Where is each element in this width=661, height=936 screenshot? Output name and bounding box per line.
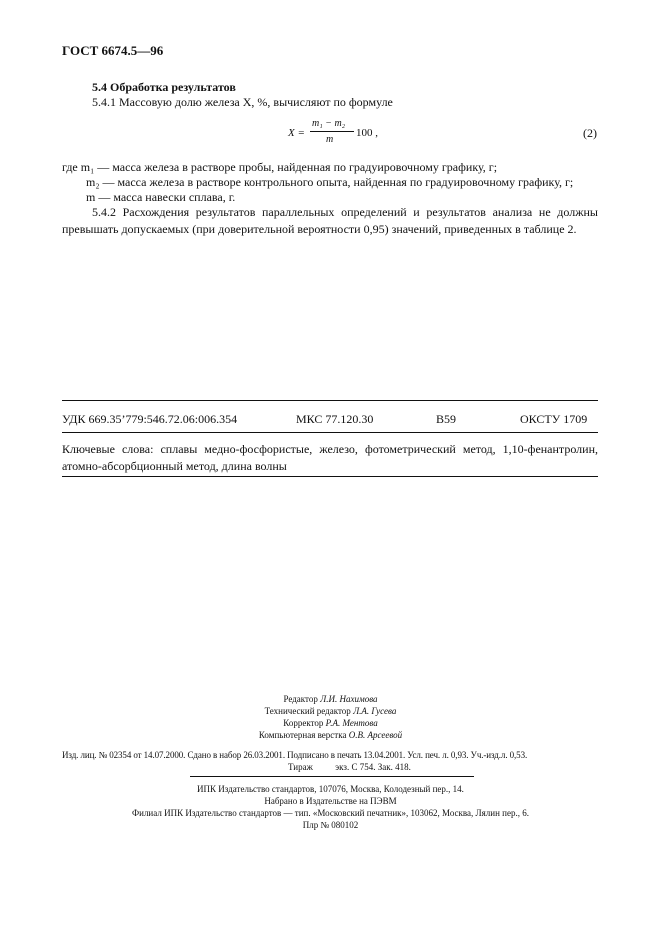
mks-code: МКС 77.120.30: [296, 412, 374, 426]
credit-proofreader: Корректор Р.А. Ментова: [283, 718, 378, 728]
credit-editor: Редактор Л.И. Нахимова: [283, 694, 378, 704]
paragraph-5-4-1: 5.4.1 Массовую долю железа X, %, вычисляют по формуле: [92, 95, 393, 109]
keywords: Ключевые слова: сплавы медно-фосфористые, железо, фотометрический метод, 1,10-фенантролин, атомно-абсорбционный метод, длина волны: [62, 442, 598, 473]
publisher-line-1: ИПК Издательство стандартов, 107076, Москва, Колодезный пер., 14.: [197, 784, 464, 794]
imprint-line-1: Изд. лиц. № 02354 от 14.07.2000. Сдано в набор 26.03.2001. Подписано в печать 13.04.2001. Усл. печ. л. 0,93. Уч.-изд.л. 0,53.: [62, 750, 528, 760]
publisher-line-3: Филиал ИПК Издательство стандартов — тип. «Московский печатник», 103062, Москва, Лялин пер., 6.: [132, 808, 529, 818]
formula: [288, 118, 398, 150]
formula-tail: 100 ,: [356, 127, 378, 139]
divider-top: [62, 400, 598, 401]
credit-layout: Компьютерная верстка О.В. Арсеевой: [258, 730, 403, 740]
paragraph-5-4-2: 5.4.2 Расхождения результатов параллельных определений и результатов анализа не должны превышать допускаемых (при доверительной вероятности 0,95) значений, приведенных в таблице 2.: [62, 205, 598, 236]
equation-number: (2): [583, 126, 597, 140]
udk-code: УДК 669.35’779:546.72.06:006.354: [62, 412, 238, 426]
divider-imprint: [190, 776, 474, 777]
formula-numerator: m₁ − m₂: [312, 118, 346, 129]
divider-middle: [62, 432, 598, 433]
document-header: ГОСТ 6674.5—96: [62, 43, 164, 58]
publisher-line-2: Набрано в Издательстве на ПЭВМ: [264, 796, 397, 806]
credit-tech-editor: Технический редактор Л.А. Гусева: [264, 706, 397, 716]
where-line-3: m — масса навески сплава, г.: [86, 190, 236, 204]
class-code: В59: [436, 412, 457, 426]
formula-denominator: m: [326, 134, 334, 145]
publisher-line-4: Плр № 080102: [302, 820, 359, 830]
imprint-line-2: Тираж экз. С 754. Зак. 418.: [288, 762, 411, 772]
where-line-1: где m₁ — масса железа в растворе пробы, найденная по градуировочному графику, г;: [62, 160, 498, 174]
okstu-code: ОКСТУ 1709: [520, 412, 588, 426]
where-line-2: m₂ — масса железа в растворе контрольного опыта, найденная по градуировочному графику, г;: [86, 175, 574, 189]
divider-bottom: [62, 476, 598, 477]
fraction-bar: [310, 131, 354, 132]
formula-lhs: X =: [288, 127, 305, 139]
credits: [0, 693, 661, 741]
section-title: 5.4 Обработка результатов: [92, 80, 236, 94]
